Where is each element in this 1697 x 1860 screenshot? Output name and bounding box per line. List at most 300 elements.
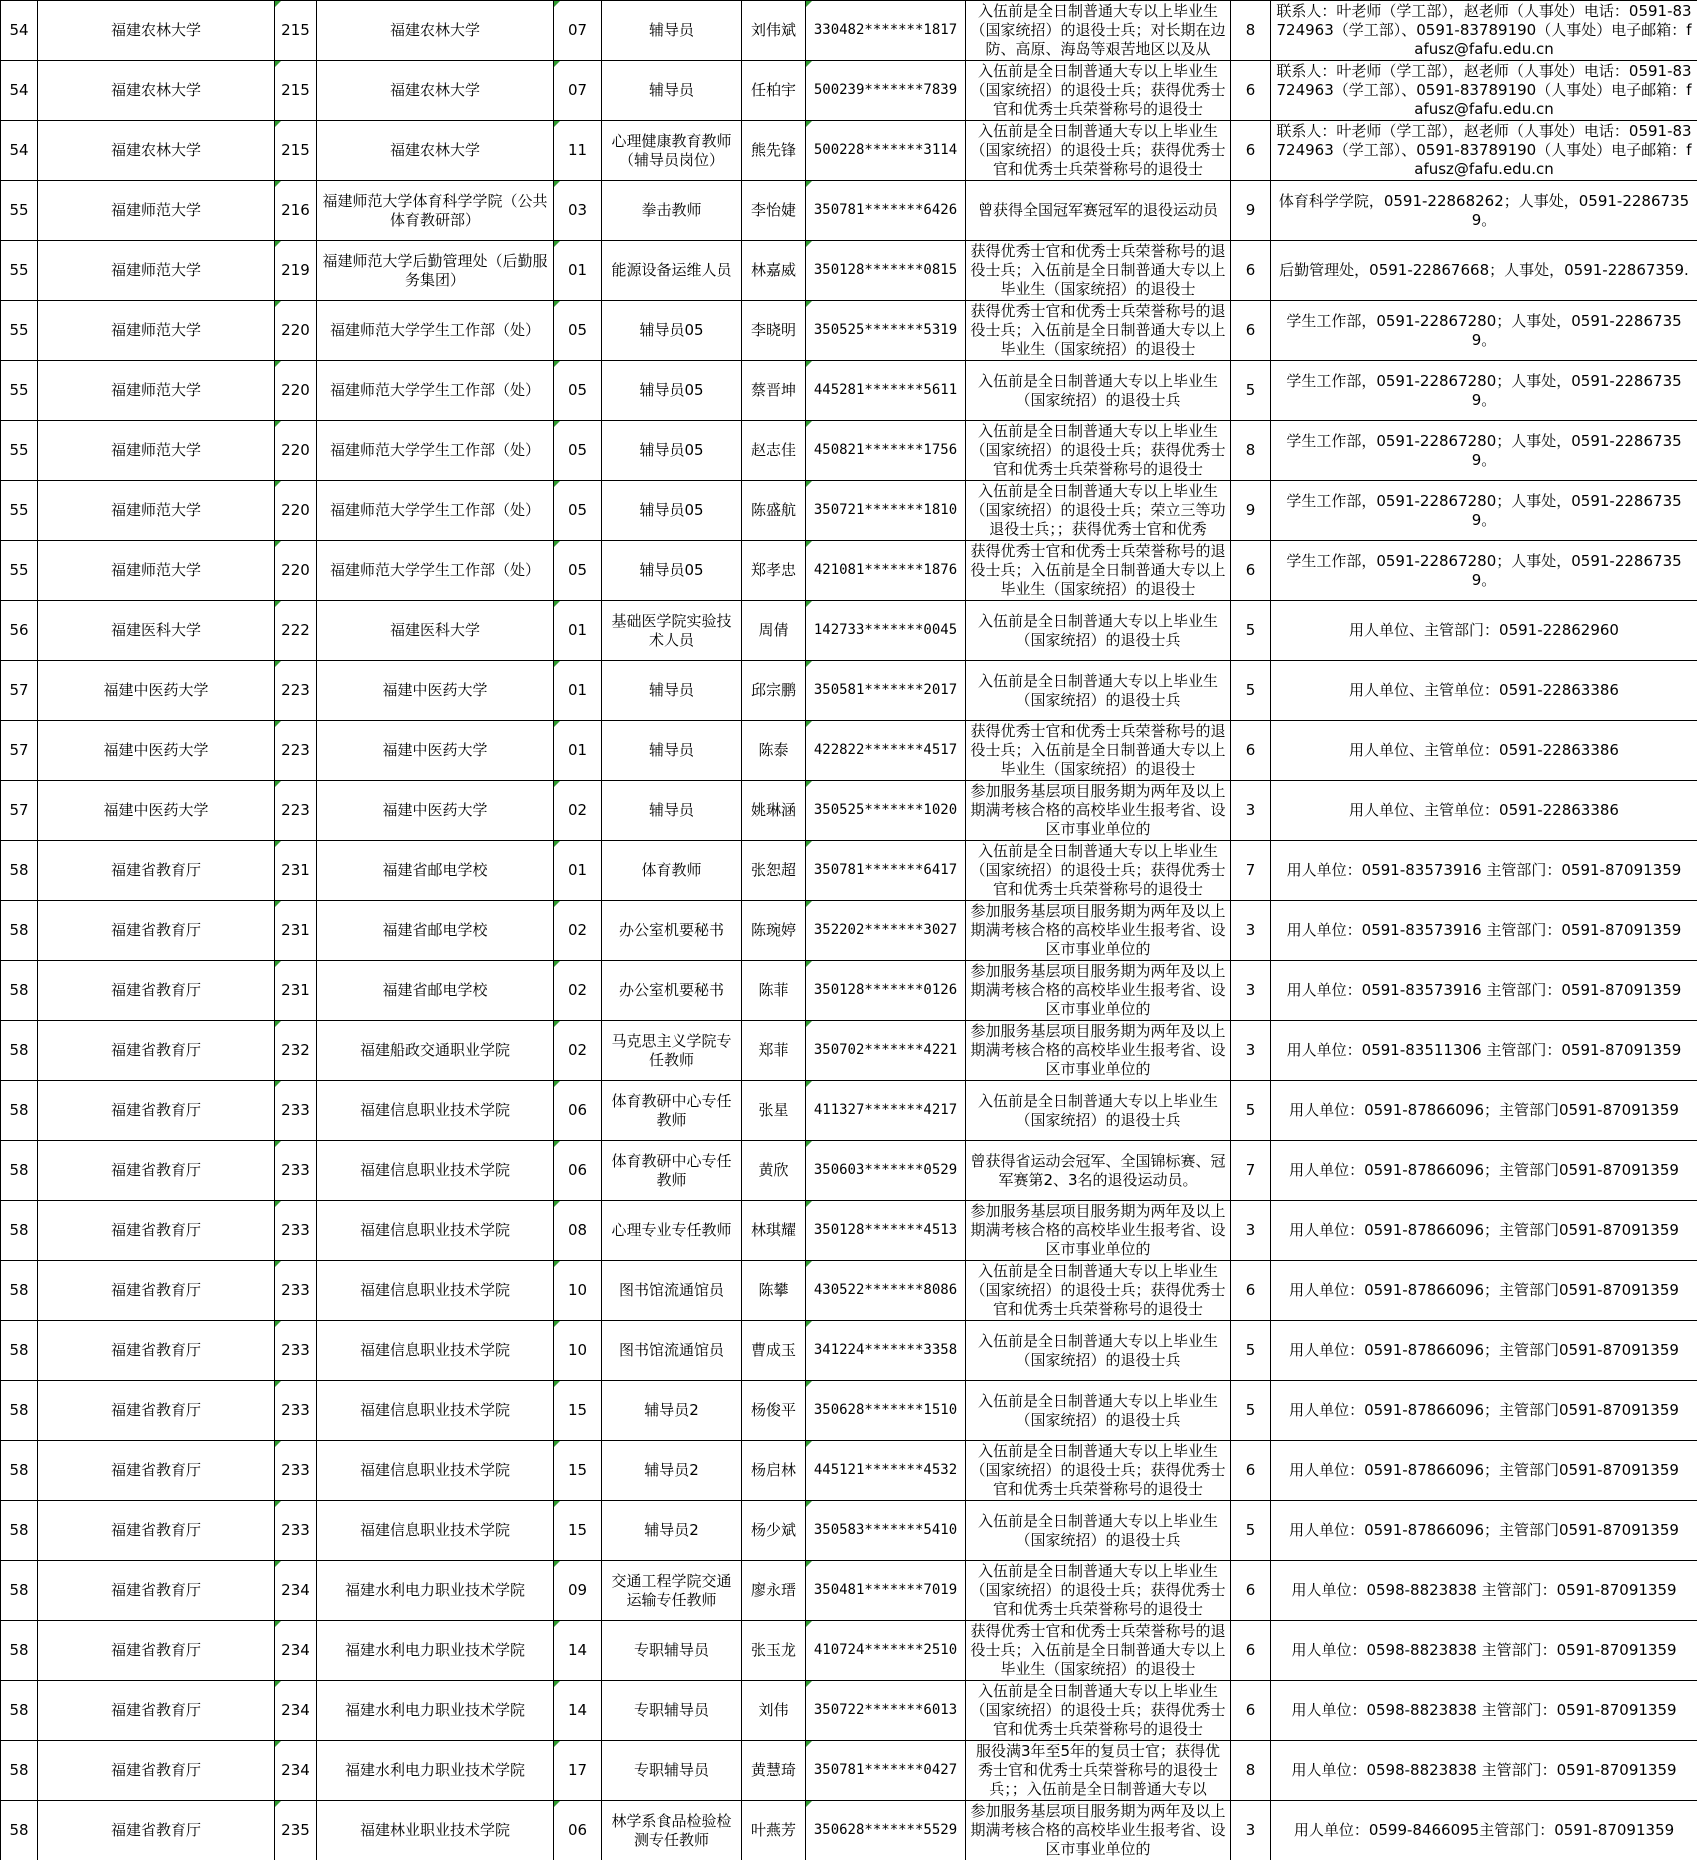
cell-department[interactable]	[38, 361, 275, 421]
cell-name[interactable]	[742, 1381, 806, 1441]
cell-contact[interactable]	[1271, 1141, 1697, 1201]
cell-position[interactable]	[602, 1501, 742, 1561]
cell-seq[interactable]	[1, 181, 38, 241]
cell-condition[interactable]	[966, 481, 1231, 541]
cell-id-number[interactable]	[806, 1261, 966, 1321]
cell-id-number[interactable]	[806, 1321, 966, 1381]
cell-score[interactable]	[1231, 1501, 1271, 1561]
cell-contact[interactable]	[1271, 1621, 1697, 1681]
cell-seq[interactable]	[1, 1, 38, 61]
cell-name[interactable]	[742, 1561, 806, 1621]
cell-name[interactable]	[742, 1801, 806, 1860]
cell-id-number[interactable]	[806, 1021, 966, 1081]
cell-condition[interactable]	[966, 721, 1231, 781]
cell-unit-code[interactable]	[275, 841, 317, 901]
cell-score[interactable]	[1231, 1741, 1271, 1801]
cell-position-code[interactable]	[554, 961, 602, 1021]
cell-department[interactable]	[38, 1381, 275, 1441]
cell-contact[interactable]	[1271, 1681, 1697, 1741]
cell-position-code[interactable]	[554, 601, 602, 661]
cell-department[interactable]	[38, 1321, 275, 1381]
cell-contact[interactable]	[1271, 961, 1697, 1021]
cell-score[interactable]	[1231, 1561, 1271, 1621]
cell-unit-code[interactable]	[275, 541, 317, 601]
cell-position-code[interactable]	[554, 1141, 602, 1201]
cell-name[interactable]	[742, 121, 806, 181]
cell-department[interactable]	[38, 1741, 275, 1801]
cell-contact[interactable]	[1271, 1501, 1697, 1561]
cell-position[interactable]	[602, 961, 742, 1021]
cell-unit[interactable]	[317, 1741, 554, 1801]
cell-condition[interactable]	[966, 1021, 1231, 1081]
cell-name[interactable]	[742, 541, 806, 601]
cell-condition[interactable]	[966, 841, 1231, 901]
cell-contact[interactable]	[1271, 301, 1697, 361]
cell-position[interactable]	[602, 1621, 742, 1681]
cell-contact[interactable]	[1271, 1321, 1697, 1381]
cell-condition[interactable]	[966, 661, 1231, 721]
cell-position[interactable]	[602, 1, 742, 61]
cell-position[interactable]	[602, 1201, 742, 1261]
cell-score[interactable]	[1231, 241, 1271, 301]
cell-position[interactable]	[602, 1081, 742, 1141]
cell-department[interactable]	[38, 781, 275, 841]
cell-position-code[interactable]	[554, 901, 602, 961]
cell-id-number[interactable]	[806, 1381, 966, 1441]
cell-seq[interactable]	[1, 1801, 38, 1860]
cell-department[interactable]	[38, 1201, 275, 1261]
cell-score[interactable]	[1231, 121, 1271, 181]
cell-contact[interactable]	[1271, 1441, 1697, 1501]
cell-unit[interactable]	[317, 541, 554, 601]
cell-position[interactable]	[602, 1741, 742, 1801]
cell-position-code[interactable]	[554, 301, 602, 361]
cell-contact[interactable]	[1271, 361, 1697, 421]
cell-department[interactable]	[38, 721, 275, 781]
cell-position-code[interactable]	[554, 1, 602, 61]
cell-position[interactable]	[602, 481, 742, 541]
cell-unit-code[interactable]	[275, 1321, 317, 1381]
cell-condition[interactable]	[966, 1201, 1231, 1261]
cell-unit[interactable]	[317, 601, 554, 661]
cell-condition[interactable]	[966, 1261, 1231, 1321]
cell-id-number[interactable]	[806, 661, 966, 721]
cell-unit-code[interactable]	[275, 1501, 317, 1561]
cell-name[interactable]	[742, 1201, 806, 1261]
cell-department[interactable]	[38, 961, 275, 1021]
cell-condition[interactable]	[966, 1381, 1231, 1441]
cell-unit[interactable]	[317, 121, 554, 181]
cell-id-number[interactable]	[806, 121, 966, 181]
cell-name[interactable]	[742, 961, 806, 1021]
cell-condition[interactable]	[966, 1081, 1231, 1141]
cell-position[interactable]	[602, 421, 742, 481]
cell-seq[interactable]	[1, 841, 38, 901]
cell-unit-code[interactable]	[275, 1801, 317, 1860]
cell-unit[interactable]	[317, 1681, 554, 1741]
cell-seq[interactable]	[1, 1021, 38, 1081]
cell-score[interactable]	[1231, 1321, 1271, 1381]
cell-seq[interactable]	[1, 1261, 38, 1321]
cell-score[interactable]	[1231, 61, 1271, 121]
cell-unit[interactable]	[317, 1201, 554, 1261]
cell-contact[interactable]	[1271, 61, 1697, 121]
cell-seq[interactable]	[1, 1621, 38, 1681]
cell-score[interactable]	[1231, 541, 1271, 601]
cell-unit[interactable]	[317, 481, 554, 541]
cell-score[interactable]	[1231, 1201, 1271, 1261]
cell-id-number[interactable]	[806, 1081, 966, 1141]
cell-unit-code[interactable]	[275, 1141, 317, 1201]
cell-contact[interactable]	[1271, 241, 1697, 301]
cell-position-code[interactable]	[554, 61, 602, 121]
cell-name[interactable]	[742, 1, 806, 61]
cell-seq[interactable]	[1, 1381, 38, 1441]
cell-seq[interactable]	[1, 901, 38, 961]
cell-department[interactable]	[38, 121, 275, 181]
cell-contact[interactable]	[1271, 1381, 1697, 1441]
cell-unit-code[interactable]	[275, 121, 317, 181]
cell-name[interactable]	[742, 1741, 806, 1801]
cell-unit-code[interactable]	[275, 781, 317, 841]
cell-seq[interactable]	[1, 721, 38, 781]
cell-score[interactable]	[1231, 1261, 1271, 1321]
cell-unit-code[interactable]	[275, 1081, 317, 1141]
cell-score[interactable]	[1231, 661, 1271, 721]
cell-position[interactable]	[602, 1381, 742, 1441]
cell-unit[interactable]	[317, 1561, 554, 1621]
cell-department[interactable]	[38, 901, 275, 961]
cell-score[interactable]	[1231, 1141, 1271, 1201]
cell-unit[interactable]	[317, 841, 554, 901]
cell-position-code[interactable]	[554, 781, 602, 841]
cell-unit-code[interactable]	[275, 481, 317, 541]
cell-name[interactable]	[742, 481, 806, 541]
cell-name[interactable]	[742, 421, 806, 481]
cell-condition[interactable]	[966, 421, 1231, 481]
cell-id-number[interactable]	[806, 301, 966, 361]
cell-condition[interactable]	[966, 781, 1231, 841]
cell-id-number[interactable]	[806, 1, 966, 61]
cell-contact[interactable]	[1271, 541, 1697, 601]
cell-position-code[interactable]	[554, 1681, 602, 1741]
cell-seq[interactable]	[1, 781, 38, 841]
cell-unit[interactable]	[317, 1081, 554, 1141]
cell-condition[interactable]	[966, 1321, 1231, 1381]
cell-department[interactable]	[38, 1021, 275, 1081]
cell-name[interactable]	[742, 61, 806, 121]
cell-contact[interactable]	[1271, 481, 1697, 541]
cell-name[interactable]	[742, 301, 806, 361]
cell-condition[interactable]	[966, 1741, 1231, 1801]
cell-name[interactable]	[742, 361, 806, 421]
cell-name[interactable]	[742, 1021, 806, 1081]
cell-seq[interactable]	[1, 301, 38, 361]
cell-seq[interactable]	[1, 961, 38, 1021]
cell-condition[interactable]	[966, 1621, 1231, 1681]
cell-seq[interactable]	[1, 361, 38, 421]
cell-department[interactable]	[38, 421, 275, 481]
cell-department[interactable]	[38, 601, 275, 661]
cell-contact[interactable]	[1271, 1801, 1697, 1860]
cell-unit-code[interactable]	[275, 181, 317, 241]
cell-unit-code[interactable]	[275, 1441, 317, 1501]
cell-id-number[interactable]	[806, 181, 966, 241]
cell-unit[interactable]	[317, 421, 554, 481]
cell-id-number[interactable]	[806, 1201, 966, 1261]
cell-position[interactable]	[602, 361, 742, 421]
cell-unit[interactable]	[317, 1381, 554, 1441]
cell-contact[interactable]	[1271, 721, 1697, 781]
cell-condition[interactable]	[966, 1141, 1231, 1201]
cell-score[interactable]	[1231, 601, 1271, 661]
cell-position[interactable]	[602, 1021, 742, 1081]
cell-unit[interactable]	[317, 901, 554, 961]
cell-unit-code[interactable]	[275, 901, 317, 961]
cell-score[interactable]	[1231, 1441, 1271, 1501]
cell-unit[interactable]	[317, 1321, 554, 1381]
cell-condition[interactable]	[966, 1801, 1231, 1860]
cell-id-number[interactable]	[806, 481, 966, 541]
cell-seq[interactable]	[1, 1441, 38, 1501]
cell-name[interactable]	[742, 1321, 806, 1381]
cell-position[interactable]	[602, 181, 742, 241]
cell-unit-code[interactable]	[275, 1021, 317, 1081]
cell-unit[interactable]	[317, 1441, 554, 1501]
cell-score[interactable]	[1231, 1081, 1271, 1141]
cell-score[interactable]	[1231, 1621, 1271, 1681]
cell-unit[interactable]	[317, 301, 554, 361]
cell-position[interactable]	[602, 1261, 742, 1321]
cell-id-number[interactable]	[806, 1501, 966, 1561]
cell-position[interactable]	[602, 841, 742, 901]
cell-unit[interactable]	[317, 1141, 554, 1201]
cell-unit-code[interactable]	[275, 1261, 317, 1321]
cell-score[interactable]	[1231, 901, 1271, 961]
cell-position[interactable]	[602, 1681, 742, 1741]
cell-contact[interactable]	[1271, 1741, 1697, 1801]
cell-name[interactable]	[742, 1681, 806, 1741]
cell-seq[interactable]	[1, 1501, 38, 1561]
cell-position-code[interactable]	[554, 1801, 602, 1860]
cell-contact[interactable]	[1271, 1201, 1697, 1261]
cell-contact[interactable]	[1271, 601, 1697, 661]
cell-id-number[interactable]	[806, 1681, 966, 1741]
cell-id-number[interactable]	[806, 1621, 966, 1681]
cell-seq[interactable]	[1, 601, 38, 661]
cell-id-number[interactable]	[806, 1801, 966, 1860]
cell-position[interactable]	[602, 1441, 742, 1501]
cell-position-code[interactable]	[554, 481, 602, 541]
cell-position[interactable]	[602, 1141, 742, 1201]
cell-position-code[interactable]	[554, 1201, 602, 1261]
cell-condition[interactable]	[966, 241, 1231, 301]
cell-unit-code[interactable]	[275, 961, 317, 1021]
cell-contact[interactable]	[1271, 1081, 1697, 1141]
cell-contact[interactable]	[1271, 1021, 1697, 1081]
cell-contact[interactable]	[1271, 1, 1697, 61]
cell-department[interactable]	[38, 1501, 275, 1561]
cell-position-code[interactable]	[554, 361, 602, 421]
cell-score[interactable]	[1231, 481, 1271, 541]
cell-contact[interactable]	[1271, 1261, 1697, 1321]
cell-unit-code[interactable]	[275, 1561, 317, 1621]
cell-department[interactable]	[38, 1681, 275, 1741]
cell-condition[interactable]	[966, 1681, 1231, 1741]
cell-id-number[interactable]	[806, 601, 966, 661]
cell-seq[interactable]	[1, 1681, 38, 1741]
cell-name[interactable]	[742, 1441, 806, 1501]
cell-contact[interactable]	[1271, 841, 1697, 901]
cell-condition[interactable]	[966, 1561, 1231, 1621]
cell-unit-code[interactable]	[275, 61, 317, 121]
cell-position[interactable]	[602, 1561, 742, 1621]
cell-position[interactable]	[602, 901, 742, 961]
cell-condition[interactable]	[966, 121, 1231, 181]
cell-contact[interactable]	[1271, 181, 1697, 241]
cell-name[interactable]	[742, 241, 806, 301]
cell-department[interactable]	[38, 1561, 275, 1621]
cell-unit[interactable]	[317, 361, 554, 421]
cell-contact[interactable]	[1271, 901, 1697, 961]
cell-score[interactable]	[1231, 1801, 1271, 1860]
cell-position[interactable]	[602, 61, 742, 121]
cell-unit[interactable]	[317, 961, 554, 1021]
cell-department[interactable]	[38, 481, 275, 541]
cell-seq[interactable]	[1, 1561, 38, 1621]
cell-unit-code[interactable]	[275, 1381, 317, 1441]
cell-position-code[interactable]	[554, 1561, 602, 1621]
cell-score[interactable]	[1231, 421, 1271, 481]
cell-score[interactable]	[1231, 301, 1271, 361]
cell-unit[interactable]	[317, 1261, 554, 1321]
cell-name[interactable]	[742, 1501, 806, 1561]
cell-unit-code[interactable]	[275, 1681, 317, 1741]
cell-score[interactable]	[1231, 1021, 1271, 1081]
cell-condition[interactable]	[966, 601, 1231, 661]
cell-name[interactable]	[742, 1081, 806, 1141]
cell-position[interactable]	[602, 301, 742, 361]
cell-department[interactable]	[38, 301, 275, 361]
cell-department[interactable]	[38, 61, 275, 121]
cell-position[interactable]	[602, 241, 742, 301]
cell-position-code[interactable]	[554, 1261, 602, 1321]
cell-id-number[interactable]	[806, 1441, 966, 1501]
cell-name[interactable]	[742, 841, 806, 901]
cell-id-number[interactable]	[806, 1561, 966, 1621]
cell-score[interactable]	[1231, 961, 1271, 1021]
cell-position-code[interactable]	[554, 1621, 602, 1681]
cell-position-code[interactable]	[554, 661, 602, 721]
cell-seq[interactable]	[1, 241, 38, 301]
cell-position-code[interactable]	[554, 1741, 602, 1801]
cell-seq[interactable]	[1, 1741, 38, 1801]
cell-unit-code[interactable]	[275, 421, 317, 481]
cell-condition[interactable]	[966, 361, 1231, 421]
cell-unit-code[interactable]	[275, 301, 317, 361]
cell-score[interactable]	[1231, 721, 1271, 781]
cell-score[interactable]	[1231, 181, 1271, 241]
cell-seq[interactable]	[1, 481, 38, 541]
cell-score[interactable]	[1231, 1381, 1271, 1441]
cell-id-number[interactable]	[806, 961, 966, 1021]
cell-id-number[interactable]	[806, 721, 966, 781]
cell-unit[interactable]	[317, 721, 554, 781]
cell-contact[interactable]	[1271, 121, 1697, 181]
cell-condition[interactable]	[966, 541, 1231, 601]
cell-seq[interactable]	[1, 1081, 38, 1141]
cell-unit-code[interactable]	[275, 1741, 317, 1801]
cell-id-number[interactable]	[806, 61, 966, 121]
cell-department[interactable]	[38, 1, 275, 61]
cell-position-code[interactable]	[554, 841, 602, 901]
cell-position[interactable]	[602, 1321, 742, 1381]
cell-unit-code[interactable]	[275, 721, 317, 781]
cell-department[interactable]	[38, 1261, 275, 1321]
cell-position[interactable]	[602, 1801, 742, 1860]
cell-position-code[interactable]	[554, 1021, 602, 1081]
cell-id-number[interactable]	[806, 1141, 966, 1201]
cell-name[interactable]	[742, 1141, 806, 1201]
cell-unit[interactable]	[317, 1801, 554, 1860]
cell-position-code[interactable]	[554, 721, 602, 781]
cell-position-code[interactable]	[554, 1081, 602, 1141]
cell-unit-code[interactable]	[275, 1201, 317, 1261]
cell-seq[interactable]	[1, 661, 38, 721]
cell-id-number[interactable]	[806, 541, 966, 601]
cell-score[interactable]	[1231, 361, 1271, 421]
cell-condition[interactable]	[966, 901, 1231, 961]
cell-condition[interactable]	[966, 61, 1231, 121]
cell-condition[interactable]	[966, 301, 1231, 361]
cell-seq[interactable]	[1, 1321, 38, 1381]
cell-position-code[interactable]	[554, 1441, 602, 1501]
cell-condition[interactable]	[966, 961, 1231, 1021]
cell-score[interactable]	[1231, 781, 1271, 841]
cell-unit-code[interactable]	[275, 601, 317, 661]
cell-id-number[interactable]	[806, 241, 966, 301]
cell-id-number[interactable]	[806, 901, 966, 961]
cell-department[interactable]	[38, 181, 275, 241]
cell-department[interactable]	[38, 841, 275, 901]
cell-position[interactable]	[602, 661, 742, 721]
cell-position-code[interactable]	[554, 1381, 602, 1441]
cell-name[interactable]	[742, 1621, 806, 1681]
cell-name[interactable]	[742, 181, 806, 241]
cell-unit[interactable]	[317, 781, 554, 841]
cell-condition[interactable]	[966, 181, 1231, 241]
cell-id-number[interactable]	[806, 361, 966, 421]
cell-unit[interactable]	[317, 1621, 554, 1681]
cell-seq[interactable]	[1, 421, 38, 481]
cell-name[interactable]	[742, 601, 806, 661]
cell-department[interactable]	[38, 241, 275, 301]
cell-department[interactable]	[38, 1141, 275, 1201]
cell-condition[interactable]	[966, 1, 1231, 61]
cell-position-code[interactable]	[554, 181, 602, 241]
cell-position-code[interactable]	[554, 241, 602, 301]
cell-position[interactable]	[602, 601, 742, 661]
cell-unit[interactable]	[317, 1021, 554, 1081]
cell-id-number[interactable]	[806, 421, 966, 481]
cell-score[interactable]	[1231, 1681, 1271, 1741]
cell-unit-code[interactable]	[275, 241, 317, 301]
cell-position[interactable]	[602, 721, 742, 781]
cell-department[interactable]	[38, 541, 275, 601]
cell-unit[interactable]	[317, 1, 554, 61]
cell-department[interactable]	[38, 1801, 275, 1860]
cell-unit[interactable]	[317, 661, 554, 721]
